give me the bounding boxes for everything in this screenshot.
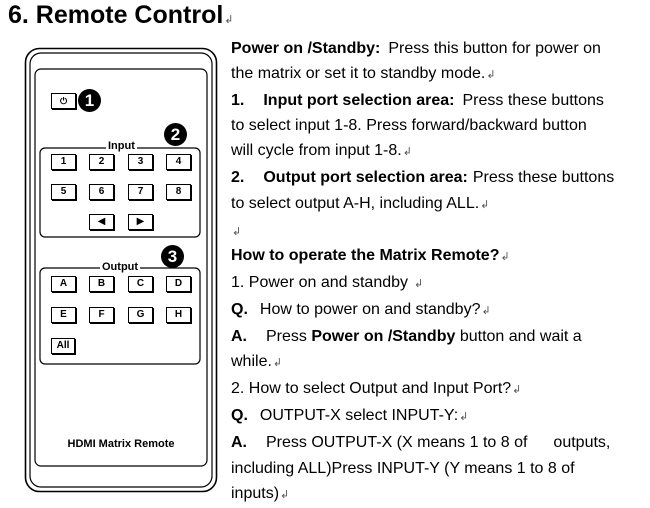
output-key-c[interactable]: C xyxy=(128,276,153,292)
input-key-8[interactable]: 8 xyxy=(166,184,191,200)
howto-a2-line-1: A. Press OUTPUT-X (X means 1 to 8 of outputs, xyxy=(231,434,611,452)
output-line-1: 2. Output port selection area: Press these buttons xyxy=(231,169,615,187)
output-key-g[interactable]: G xyxy=(128,307,153,323)
howto-title: How to operate the Matrix Remote?↲ xyxy=(231,246,510,264)
input-key-5[interactable]: 5 xyxy=(51,184,76,200)
input-key-4[interactable]: 4 xyxy=(166,154,191,170)
howto-a1-line-1: A. Press Power on /Standby button and wait a xyxy=(231,328,582,346)
badge-2: 2 xyxy=(164,123,187,146)
output-key-e[interactable]: E xyxy=(51,307,76,323)
page-heading: 6. Remote Control↲ xyxy=(8,1,234,29)
output-group-title: Output xyxy=(102,261,139,273)
output-key-a[interactable]: A xyxy=(51,276,76,292)
output-key-d[interactable]: D xyxy=(166,276,191,292)
triangle-left-icon: ◀ xyxy=(97,216,106,227)
input-key-6[interactable]: 6 xyxy=(89,184,114,200)
output-line-2: to select output A-H, including ALL.↲ xyxy=(231,194,490,212)
output-key-f[interactable]: F xyxy=(89,307,114,323)
power-standby-button[interactable] xyxy=(51,93,76,109)
badge-3: 3 xyxy=(161,245,184,268)
power-line-1: Power on /Standby: Press this button for power on xyxy=(231,40,601,57)
input-key-3[interactable]: 3 xyxy=(128,154,153,170)
howto-a2-line-3: inputs)↲ xyxy=(231,484,290,502)
remote-illustration xyxy=(24,47,218,493)
input-line-2: to select input 1-8. Press forward/backward button xyxy=(231,117,587,135)
howto-a2-line-2: including ALL)Press INPUT-Y (Y means 1 to 8 of xyxy=(231,459,575,477)
blank-line: ↲ xyxy=(232,225,242,238)
triangle-right-icon: ▶ xyxy=(136,216,145,227)
remote-label: HDMI Matrix Remote xyxy=(67,438,175,450)
input-line-3: will cycle from input 1-8.↲ xyxy=(231,142,412,160)
power-line-2: the matrix or set it to standby mode.↲ xyxy=(231,65,496,83)
input-key-1[interactable]: 1 xyxy=(51,154,76,170)
output-key-b[interactable]: B xyxy=(89,276,114,292)
input-group-title: Input xyxy=(108,140,135,152)
howto-item-2: 2. How to select Output and Input Port?↲ xyxy=(231,380,522,398)
howto-item-1: 1. Power on and standby ↲ xyxy=(231,273,424,291)
howto-q2: Q. OUTPUT-X select INPUT-Y:↲ xyxy=(231,407,469,425)
input-key-7[interactable]: 7 xyxy=(128,184,153,200)
howto-a1-line-2: while.↲ xyxy=(231,353,283,371)
input-backward-button[interactable] xyxy=(89,214,114,230)
output-key-all[interactable]: All xyxy=(51,338,75,354)
output-key-h[interactable]: H xyxy=(166,307,191,323)
input-forward-button[interactable] xyxy=(128,214,153,230)
input-key-2[interactable]: 2 xyxy=(89,154,114,170)
badge-1: 1 xyxy=(78,89,101,112)
howto-q1: Q. How to power on and standby?↲ xyxy=(231,300,491,318)
description-text xyxy=(231,36,646,508)
power-icon: ⏻ xyxy=(59,96,68,106)
return-mark: ↲ xyxy=(224,14,234,26)
input-line-1: 1. Input port selection area: Press these buttons xyxy=(231,92,604,110)
